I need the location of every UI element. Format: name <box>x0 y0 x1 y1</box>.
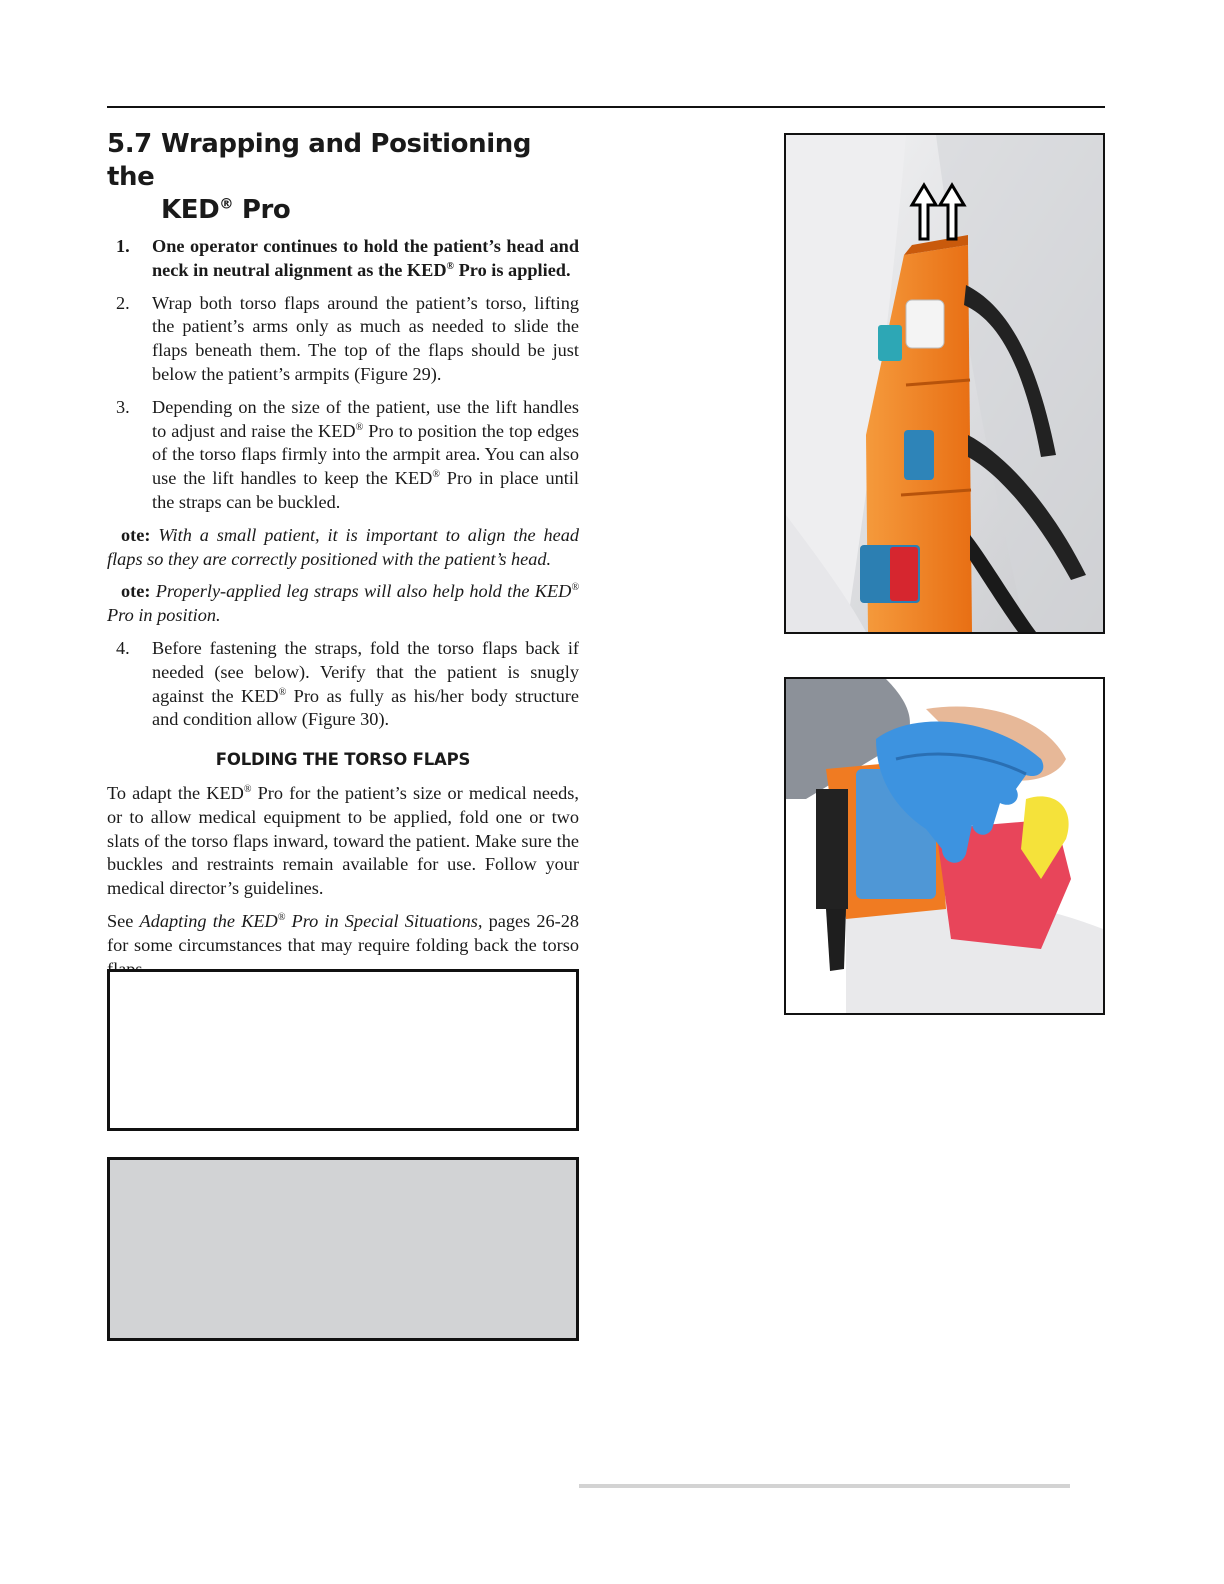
para-text: Pro for the patient’s size or medical needs, or to allow medical equipment to be applied, fold one or two slats of the torso flaps inward, toward the patient. Make sure the buckles and restraints remain available for use. Follow your medical director’s guidelines. <box>107 782 579 899</box>
step-text: One operator continues to hold the patient’s head and neck in neutral alignment as the KED <box>152 236 579 280</box>
step-text: Pro in place until the straps can be buckled. <box>152 468 579 512</box>
section-title-line1: Wrapping and Positioning the <box>107 129 532 192</box>
note-label: ote: <box>121 581 151 602</box>
registered-mark: ® <box>219 196 234 213</box>
section-heading <box>107 128 579 227</box>
registered-mark: ® <box>243 783 252 795</box>
note-small-patient <box>107 524 579 572</box>
text-column <box>107 128 579 990</box>
step-3 <box>107 396 579 515</box>
top-rule <box>107 106 1105 108</box>
step-number: 2. <box>116 292 130 313</box>
step-number: 3. <box>116 396 130 417</box>
step-1 <box>107 235 579 283</box>
registered-mark: ® <box>571 582 579 594</box>
step-2 <box>107 292 579 387</box>
section-title-pro: Pro <box>233 195 291 225</box>
registered-mark: ® <box>446 260 455 272</box>
note-text: Pro in position. <box>107 605 221 626</box>
section-number: 5.7 <box>107 129 152 159</box>
para-text: See <box>107 910 140 931</box>
blue-buckle <box>904 430 934 480</box>
note-leg-straps <box>107 580 579 628</box>
step-text: Pro is applied. <box>454 259 571 280</box>
step-number: 1. <box>116 236 130 256</box>
white-buckle <box>906 300 944 348</box>
registered-mark: ® <box>278 686 287 698</box>
note-label: ote: <box>121 524 151 545</box>
note-text: Properly-applied leg straps will also help hold the KED <box>150 581 572 602</box>
registered-mark: ® <box>277 911 286 923</box>
empty-callout-box <box>107 969 579 1131</box>
step-text: Pro to position the top edges of the torso flaps firmly into the armpit area. You can also use the lift handles to keep the KED <box>152 420 579 489</box>
procedure-steps <box>107 235 579 515</box>
teal-buckle <box>878 325 902 361</box>
cross-reference-title: Pro in Special Situations, <box>285 910 483 931</box>
black-headstrap <box>816 789 848 909</box>
step-text: Wrap both torso flaps around the patient’s torso, lifting the patient’s arms only as much as needed to slide the flaps beneath them. The top of the flaps should be just below the patient’s armpits (Figure 29). <box>152 292 579 384</box>
bottom-rule <box>579 1484 1070 1488</box>
folding-paragraph <box>107 782 579 901</box>
registered-mark: ® <box>355 421 364 433</box>
step-4 <box>107 637 579 732</box>
note-text: With a small patient, it is important to align the head flaps so they are correctly positioned with the patient’s head. <box>107 524 579 569</box>
folding-heading: FOLDING THE TORSO FLAPS <box>215 750 471 770</box>
cross-reference-title: Adapting the KED <box>139 910 278 931</box>
red-buckle-part <box>890 547 918 601</box>
para-text: To adapt the KED <box>107 782 244 803</box>
step-text: Pro as fully as his/her body structure and condition allow (Figure 30). <box>152 685 579 730</box>
procedure-steps-cont <box>107 637 579 732</box>
step-number: 4. <box>116 637 130 658</box>
figure-30-photo <box>784 677 1105 1015</box>
registered-mark: ® <box>432 469 440 481</box>
figure-29-photo <box>784 133 1105 634</box>
section-title-ked: KED <box>161 195 220 225</box>
gray-callout-box <box>107 1157 579 1341</box>
step-text: Depending on the size of the patient, use the lift handles to adjust and raise the KED <box>152 396 579 441</box>
para-text: pages 26-28 for some circumstances that may require folding back the torso <box>107 910 580 955</box>
step-text: Before fastening the straps, fold the torso flaps back if needed (see below). Verify that the patient is snugly against the KED <box>152 637 579 706</box>
